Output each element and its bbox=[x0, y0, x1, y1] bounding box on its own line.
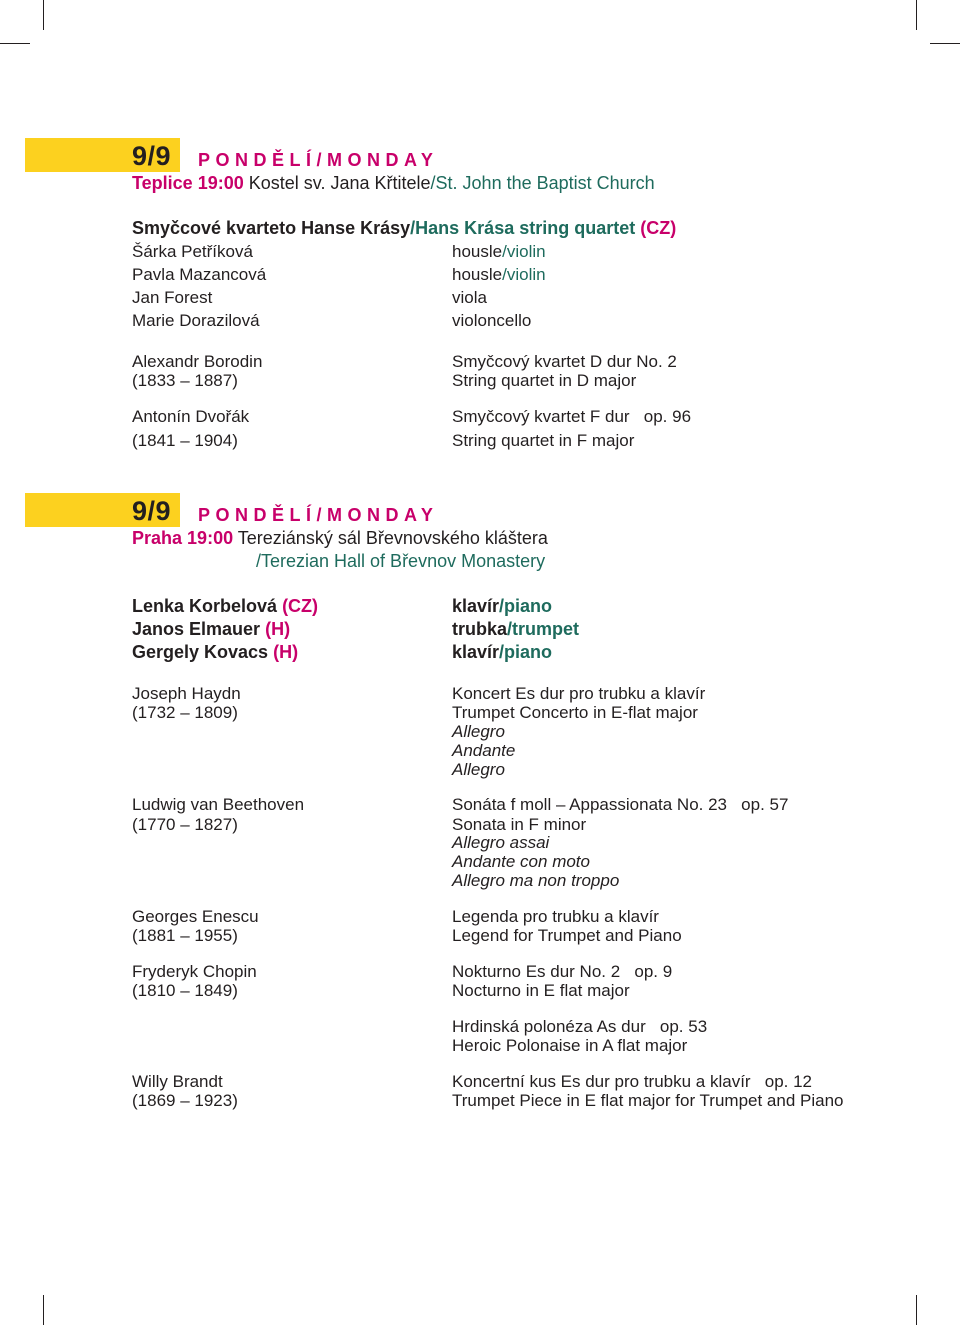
work-title-cz: Sonáta f moll – Appassionata No. 23 op. 57 bbox=[452, 795, 789, 814]
composer-years: (1770 – 1827) bbox=[132, 815, 238, 834]
performer-name: Jan Forest bbox=[132, 288, 213, 307]
performer-instrument bbox=[452, 642, 552, 663]
performer-country: (CZ) bbox=[282, 596, 319, 616]
composer-years: (1732 – 1809) bbox=[132, 703, 238, 722]
composer-years: (1881 – 1955) bbox=[132, 926, 238, 945]
composer-name: Willy Brandt bbox=[132, 1072, 223, 1091]
crop-mark-top-right-horizontal bbox=[930, 43, 960, 44]
work-title-cz: Smyčcový kvartet D dur No. 2 bbox=[452, 352, 677, 371]
performer-name: Marie Dorazilová bbox=[132, 311, 260, 330]
work-title-en: Legend for Trumpet and Piano bbox=[452, 926, 682, 945]
work-title-en: String quartet in F major bbox=[452, 431, 635, 450]
crop-mark-top-left-horizontal bbox=[0, 43, 30, 44]
composer-years: (1841 – 1904) bbox=[132, 431, 238, 450]
work-title-en: Trumpet Concerto in E-flat major bbox=[452, 703, 698, 722]
instrument-cz: violoncello bbox=[452, 311, 532, 330]
concert-venue-line bbox=[132, 173, 655, 194]
ensemble-country: (CZ) bbox=[640, 218, 677, 238]
composer-name: Joseph Haydn bbox=[132, 684, 241, 703]
performer-name: Šárka Petříková bbox=[132, 242, 253, 261]
ensemble-name bbox=[132, 218, 676, 239]
instrument-cz: viola bbox=[452, 288, 487, 307]
performer-instrument bbox=[452, 242, 546, 262]
performer-country: (H) bbox=[273, 642, 299, 662]
concert-city: Teplice bbox=[132, 173, 193, 193]
composer-name: Georges Enescu bbox=[132, 907, 259, 926]
composer-name: Fryderyk Chopin bbox=[132, 962, 257, 981]
movement: Allegro bbox=[452, 722, 505, 741]
composer-name: Alexandr Borodin bbox=[132, 352, 263, 371]
composer-years: (1833 – 1887) bbox=[132, 371, 238, 390]
movement: Allegro ma non troppo bbox=[452, 871, 620, 890]
crop-mark-top-right-vertical bbox=[916, 0, 917, 30]
performer-name-text: Janos Elmauer bbox=[132, 619, 261, 639]
performer-name: Pavla Mazancová bbox=[132, 265, 267, 284]
composer-name: Antonín Dvořák bbox=[132, 407, 250, 426]
performer-instrument bbox=[452, 288, 487, 308]
composer-years: (1869 – 1923) bbox=[132, 1091, 238, 1110]
performer-instrument bbox=[452, 619, 579, 640]
instrument-cz: housle bbox=[452, 242, 503, 261]
work-title-cz: Nokturno Es dur No. 2 op. 9 bbox=[452, 962, 673, 981]
performer-country: (H) bbox=[265, 619, 291, 639]
concert-time: 19:00 bbox=[197, 173, 244, 193]
movement: Andante con moto bbox=[452, 852, 590, 871]
concert-time: 19:00 bbox=[187, 528, 234, 548]
work-title-cz: Koncert Es dur pro trubku a klavír bbox=[452, 684, 706, 703]
performer-name bbox=[132, 642, 298, 663]
venue-cz: Kostel sv. Jana Křtitele bbox=[248, 173, 431, 193]
performer-instrument bbox=[452, 311, 531, 331]
work-title-en: Trumpet Piece in E flat major for Trumpet and Piano bbox=[452, 1091, 844, 1110]
concert-city: Praha bbox=[132, 528, 183, 548]
work-title-en: String quartet in D major bbox=[452, 371, 637, 390]
work-title-cz: Legenda pro trubku a klavír bbox=[452, 907, 659, 926]
concert-date: 9/9 bbox=[132, 141, 172, 171]
movement: Andante bbox=[452, 741, 516, 760]
venue-cz: Tereziánský sál Břevnovského kláštera bbox=[237, 528, 548, 548]
work-title-en: Nocturno in E flat major bbox=[452, 981, 630, 1000]
instrument-en: /violin bbox=[502, 265, 546, 284]
movement: Allegro assai bbox=[452, 833, 550, 852]
ensemble-name-en: /Hans Krása string quartet bbox=[410, 218, 636, 238]
instrument-cz: trubka bbox=[452, 619, 508, 639]
performer-instrument bbox=[452, 596, 552, 617]
composer-name: Ludwig van Beethoven bbox=[132, 795, 305, 814]
concert-day: PONDĚLÍ/MONDAY bbox=[198, 150, 439, 170]
instrument-en: /piano bbox=[499, 642, 553, 662]
concert-venue-line bbox=[132, 528, 548, 549]
concert-date: 9/9 bbox=[132, 496, 172, 526]
performer-instrument bbox=[452, 265, 546, 285]
work-title-cz: Koncertní kus Es dur pro trubku a klavír op. 12 bbox=[452, 1072, 813, 1091]
crop-mark-bottom-right-vertical bbox=[916, 1295, 917, 1325]
ensemble-name-cz: Smyčcové kvarteto Hanse Krásy bbox=[132, 218, 411, 238]
performer-name-text: Gergely Kovacs bbox=[132, 642, 269, 662]
performer-name bbox=[132, 596, 318, 617]
instrument-cz: housle bbox=[452, 265, 503, 284]
instrument-en: /piano bbox=[499, 596, 553, 616]
work-title-cz: Smyčcový kvartet F dur op. 96 bbox=[452, 407, 692, 426]
crop-mark-bottom-left-vertical bbox=[43, 1295, 44, 1325]
instrument-cz: klavír bbox=[452, 596, 500, 616]
performer-name-text: Lenka Korbelová bbox=[132, 596, 278, 616]
instrument-cz: klavír bbox=[452, 642, 500, 662]
venue-en: /Terezian Hall of Břevnov Monastery bbox=[256, 551, 546, 571]
instrument-en: /trumpet bbox=[507, 619, 580, 639]
performer-name bbox=[132, 619, 290, 640]
instrument-en: /violin bbox=[502, 242, 546, 261]
movement: Allegro bbox=[452, 760, 505, 779]
work-title-en: Sonata in F minor bbox=[452, 815, 587, 834]
concert-day: PONDĚLÍ/MONDAY bbox=[198, 505, 439, 525]
work-title-en: Heroic Polonaise in A flat major bbox=[452, 1036, 688, 1055]
venue-en: /St. John the Baptist Church bbox=[430, 173, 655, 193]
composer-years: (1810 – 1849) bbox=[132, 981, 238, 1000]
crop-mark-top-left-vertical bbox=[43, 0, 44, 30]
work-title-cz: Hrdinská polonéza As dur op. 53 bbox=[452, 1017, 708, 1036]
